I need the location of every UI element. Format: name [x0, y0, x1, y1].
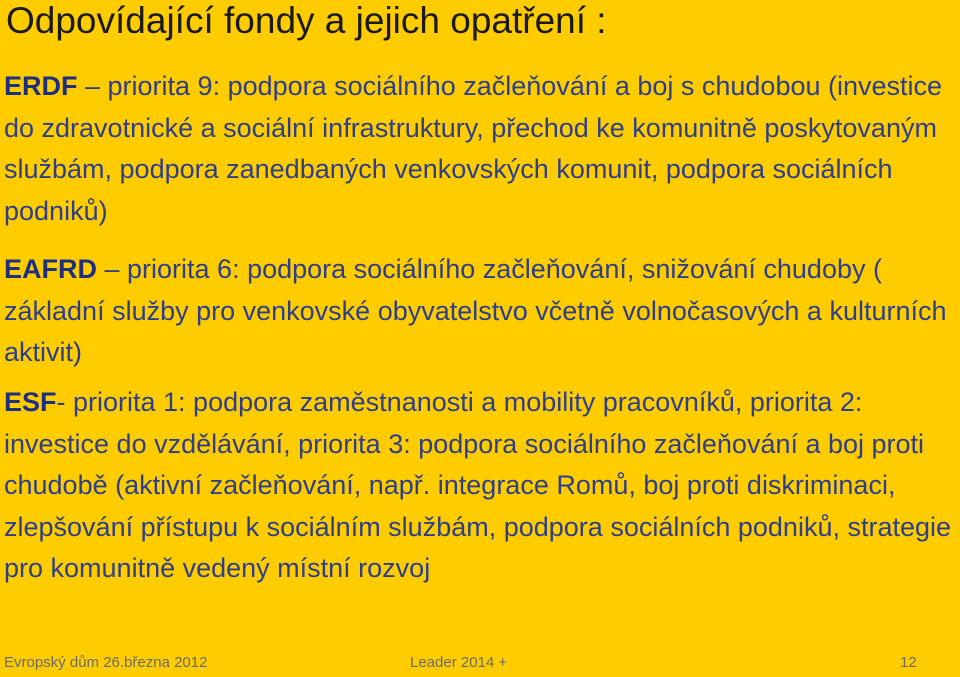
footer-center: Leader 2014 +	[410, 654, 508, 671]
page-number: 12	[900, 654, 917, 671]
fund-text: - priorita 1: podpora zaměstnanosti a mobility pracovníků, priorita 2: investice do vzdělávání, priorita 3: podpora sociálního začleňování a boj proti chudobě (aktivní začleňování, např. integrace Romů, boj proti diskriminaci, zlepšování přístupu k sociálním službám, podpora sociálních podniků, strategie pro komunitně vedený místní rozvoj	[4, 387, 952, 583]
footer-left: Evropský dům 26.března 2012	[4, 654, 208, 671]
fund-label: ERDF	[4, 71, 78, 101]
fund-item-eafrd	[4, 249, 956, 374]
slide-title: Odpovídající fondy a jejich opatření :	[6, 0, 607, 41]
fund-label: EAFRD	[4, 254, 97, 284]
fund-item-esf	[4, 382, 956, 590]
fund-item-erdf	[4, 66, 956, 232]
fund-text: – priorita 6: podpora sociálního začleňování, snižování chudoby ( základní služby pro venkovské obyvatelstvo včetně volnočasových a kulturních aktivit)	[4, 254, 947, 367]
fund-label: ESF	[4, 387, 57, 417]
fund-text: – priorita 9: podpora sociálního začleňování a boj s chudobou (investice do zdravotnické a sociální infrastruktury, přechod ke komunitně poskytovaným službám, podpora zanedbaných venkovských komunit, podpora sociálních podniků)	[4, 71, 943, 226]
